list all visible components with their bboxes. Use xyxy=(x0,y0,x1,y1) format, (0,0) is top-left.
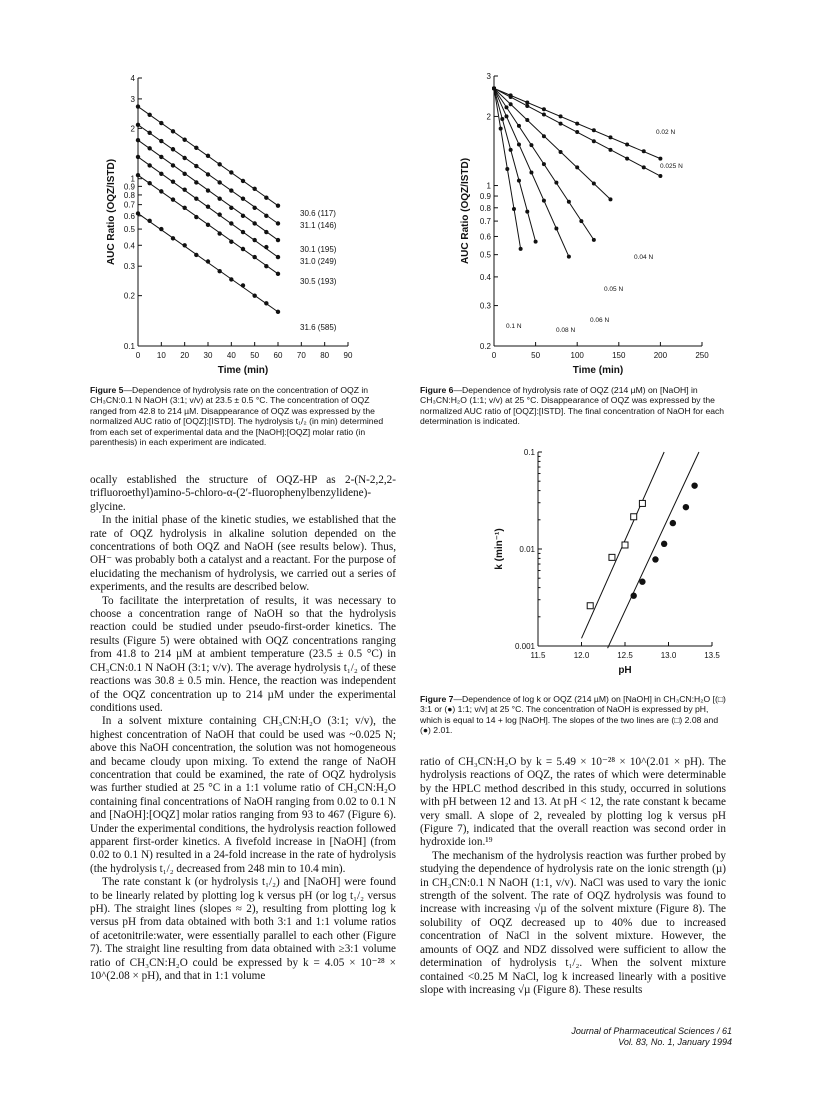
figure-5-caption-text: —Dependence of hydrolysis rate on the concentration of OQZ in CH₃CN:0.1 N NaOH (3:1; v/v) at 23.5 ± 0.5 °C. The concentration of OQZ ranged from 42.8 to 214 µM. Disappearance of OQZ was expressed by the normalized AUC ratio of [OQZ]:[ISTD]. The hydrolysis t₁/₂ (in min) determined from each set of experimental data and the [NaOH]:[OQZ] molar ratio (in parenthesis) in each experiment are indicated. xyxy=(90,385,384,448)
data-point xyxy=(147,219,151,223)
data-point xyxy=(492,86,496,90)
data-point-circle xyxy=(670,520,676,526)
data-point xyxy=(159,121,163,125)
data-point xyxy=(159,155,163,159)
y-tick-label: 0.5 xyxy=(123,225,135,235)
data-point-circle xyxy=(639,579,645,585)
data-point xyxy=(229,170,233,174)
data-point xyxy=(625,157,629,161)
data-point xyxy=(229,277,233,281)
data-point xyxy=(559,114,563,118)
data-point xyxy=(519,247,523,251)
y-tick-label: 1 xyxy=(486,181,491,191)
x-tick-label: 13.5 xyxy=(704,651,720,660)
data-point xyxy=(542,134,546,138)
y-tick-label: 0.6 xyxy=(123,211,135,221)
data-point xyxy=(252,221,256,225)
data-point xyxy=(517,124,521,128)
data-point xyxy=(194,180,198,184)
data-point xyxy=(252,206,256,210)
data-point xyxy=(512,207,516,211)
series-label: 0.06 N xyxy=(590,317,610,324)
y-tick-label: 0.5 xyxy=(479,250,491,260)
data-point xyxy=(229,221,233,225)
data-point xyxy=(241,230,245,234)
data-point-square xyxy=(622,542,628,548)
y-tick-label: 0.1 xyxy=(523,448,535,457)
data-point xyxy=(147,163,151,167)
data-point-circle xyxy=(631,593,637,599)
y-tick-label: 3 xyxy=(486,72,491,81)
data-point xyxy=(509,148,513,152)
data-point xyxy=(217,212,221,216)
x-tick-label: 60 xyxy=(273,351,283,360)
data-point xyxy=(567,200,571,204)
data-point xyxy=(559,122,563,126)
data-point xyxy=(252,187,256,191)
series-label: 30.6 (117) xyxy=(300,209,336,218)
x-tick-label: 150 xyxy=(612,351,626,360)
data-point xyxy=(592,128,596,132)
data-point xyxy=(206,259,210,263)
y-tick-label: 2 xyxy=(486,112,491,122)
data-point xyxy=(159,227,163,231)
data-point xyxy=(579,219,583,223)
data-point xyxy=(229,188,233,192)
data-point xyxy=(206,205,210,209)
figure-5-caption xyxy=(90,385,396,447)
data-point xyxy=(642,149,646,153)
series-label: 31.0 (249) xyxy=(300,257,337,266)
data-point xyxy=(217,269,221,273)
data-point xyxy=(517,179,521,183)
data-point xyxy=(608,148,612,152)
x-tick-label: 13.0 xyxy=(660,651,677,660)
data-point xyxy=(194,164,198,168)
journal-issue: Vol. 83, No. 1, January 1994 xyxy=(618,1037,732,1047)
data-point-circle xyxy=(661,541,667,547)
data-point xyxy=(252,293,256,297)
data-point xyxy=(182,172,186,176)
figure-5-chart xyxy=(94,68,384,380)
series-label: 30.1 (195) xyxy=(300,245,337,254)
y-tick-label: 0.7 xyxy=(479,217,491,227)
data-point xyxy=(264,196,268,200)
data-point xyxy=(194,253,198,257)
data-point xyxy=(171,147,175,151)
y-axis-label: AUC Ratio (OQZ/ISTD) xyxy=(460,157,471,265)
data-point xyxy=(136,155,140,159)
data-point xyxy=(241,179,245,183)
data-point-circle xyxy=(683,504,689,510)
data-point xyxy=(171,179,175,183)
data-point xyxy=(159,172,163,176)
data-point xyxy=(276,238,280,242)
data-point xyxy=(171,236,175,240)
data-point xyxy=(241,196,245,200)
data-point xyxy=(136,138,140,142)
data-point xyxy=(542,112,546,116)
data-point xyxy=(517,142,521,146)
y-tick-label: 0.9 xyxy=(123,182,135,192)
x-axis-label: pH xyxy=(618,665,632,676)
data-point xyxy=(525,118,529,122)
data-point xyxy=(171,163,175,167)
data-point xyxy=(206,154,210,158)
x-axis-label: Time (min) xyxy=(217,365,269,376)
data-point xyxy=(504,114,508,118)
left-column-paragraph: ocally established the structure of OQZ-HP as 2-(N-2,2,2-trifluoroethyl)amino-5-chloro-α-(2′-fluorophenylbenzylidene)-glycine. xyxy=(90,474,396,513)
data-point xyxy=(504,105,508,109)
left-column-paragraph: In the initial phase of the kinetic studies, we established that the rate of OQZ hydrolysis in alkaline solution depended on the concentrations of both OQZ and NaOH (see results below). Thus, OH⁻ was probably both a catalyst and a reactant. For the purpose of elucidating the mechanism of hydrolysis, we carried out a series of experiments, and the results are described below. xyxy=(90,514,396,594)
series-label: 0.04 N xyxy=(634,254,654,261)
x-tick-label: 20 xyxy=(180,351,190,360)
data-point xyxy=(147,131,151,135)
y-tick-label: 0.001 xyxy=(514,642,535,651)
x-tick-label: 10 xyxy=(156,351,166,360)
data-point xyxy=(542,199,546,203)
data-point xyxy=(525,104,529,108)
data-point xyxy=(529,170,533,174)
data-point xyxy=(229,206,233,210)
y-tick-label: 0.7 xyxy=(123,200,135,210)
data-point xyxy=(592,182,596,186)
y-tick-label: 2 xyxy=(130,124,135,134)
data-point xyxy=(658,174,662,178)
series-label: 0.02 N xyxy=(656,129,676,136)
y-tick-label: 0.01 xyxy=(519,545,535,554)
x-tick-label: 90 xyxy=(343,351,353,360)
figure-6-label: Figure 6 xyxy=(420,385,454,395)
data-point xyxy=(182,187,186,191)
data-point xyxy=(182,138,186,142)
y-tick-label: 4 xyxy=(130,74,135,83)
y-tick-label: 0.8 xyxy=(123,190,135,200)
data-point xyxy=(592,139,596,143)
x-tick-label: 50 xyxy=(250,351,260,360)
y-tick-label: 0.2 xyxy=(123,291,135,301)
series-label: 0.05 N xyxy=(604,286,624,293)
data-point-circle xyxy=(652,556,658,562)
data-point xyxy=(509,95,513,99)
fit-line xyxy=(608,452,699,648)
data-point xyxy=(567,255,571,259)
figure-7-caption xyxy=(420,694,726,736)
data-point xyxy=(217,196,221,200)
right-column-paragraph: ratio of CH₃CN:H₂O by k = 5.49 × 10⁻²⁸ × 10^(2.01 × pH). The hydrolysis reactions of OQZ, the rates of which were determinable by the HPLC method described in this study, occurred in solutions with pH between 12 and 13. At pH < 12, the rate constant k became very small. A slope of 2, revealed by plotting log k versus pH (Figure 7), indicated that the overall reaction was second order in hydroxide ion.¹⁹ xyxy=(420,756,726,849)
figure-7-label: Figure 7 xyxy=(420,694,454,704)
figure-6-caption-text: —Dependence of hydrolysis rate of OQZ (214 µM) on [NaOH] in CH₃CN:H₂O (1:1; v/v) at 25 °C. Disappearance of OQZ was expressed by the normalized AUC ratio of [OQZ]:[ISTD]. The final concentration of NaOH for each determination is indicated. xyxy=(420,385,725,427)
x-tick-label: 50 xyxy=(531,351,541,360)
data-point xyxy=(217,162,221,166)
y-tick-label: 3 xyxy=(130,94,135,104)
data-point xyxy=(276,255,280,259)
data-point xyxy=(194,196,198,200)
data-point xyxy=(534,240,538,244)
x-tick-label: 30 xyxy=(203,351,213,360)
data-point xyxy=(559,150,563,154)
data-point-square xyxy=(631,514,637,520)
figure-5-label: Figure 5 xyxy=(90,385,124,395)
y-tick-label: 0.1 xyxy=(123,342,135,351)
data-point xyxy=(194,215,198,219)
data-point-square xyxy=(609,554,615,560)
y-tick-label: 0.2 xyxy=(479,342,491,351)
data-point xyxy=(229,240,233,244)
data-point xyxy=(182,243,186,247)
data-point xyxy=(542,107,546,111)
data-point xyxy=(500,117,504,121)
left-column-paragraph: To facilitate the interpretation of results, it was necessary to choose a concentration range of NaOH so that the hydrolysis reaction could be studied under pseudo-first-order kinetics. The results (Figure 5) were obtained with OQZ concentrations ranging from 41.8 to 214 µM at ambient temperature (23.5 ± 0.5 °C) in CH₃CN:0.1 N NaOH (3:1; v/v). The average hydrolysis t₁/₂ of these reactions was 30.8 ± 0.5 min. Hence, the reaction was independent of the OQZ concentration up to 214 µM under the experimental conditions used. xyxy=(90,594,396,714)
data-point xyxy=(542,162,546,166)
data-point xyxy=(608,197,612,201)
x-tick-label: 11.5 xyxy=(530,651,546,660)
series-label: 0.025 N xyxy=(660,163,683,170)
x-tick-label: 40 xyxy=(226,351,236,360)
x-tick-label: 0 xyxy=(135,351,141,360)
data-point xyxy=(276,272,280,276)
data-point xyxy=(658,157,662,161)
data-point xyxy=(276,221,280,225)
data-point xyxy=(159,189,163,193)
data-point xyxy=(159,139,163,143)
data-point xyxy=(608,135,612,139)
data-point-circle xyxy=(691,482,697,488)
data-point xyxy=(182,206,186,210)
x-tick-label: 250 xyxy=(695,351,709,360)
right-column-paragraph: The mechanism of the hydrolysis reaction was further probed by studying the dependence of hydrolysis rate on the ionic strength (µ) in CH₃CN:0.1 N NaOH (1:1, v/v). NaCl was used to vary the ionic strength of the solvent. The rate of OQZ hydrolysis was found to increase with increasing √µ of the solvent mixture (Figure 8). The solubility of OQZ decreased up to 40% due to increased concentration of NaCl in the solvent mixture. However, the amounts of OQZ and NDZ dissolved were sufficient to allow the determination of hydrolysis t₁/₂. When the solvent mixture contained <0.25 M NaCl, log k increased linearly with a positive slope with increasing √µ (Figure 8). These results xyxy=(420,849,726,996)
y-tick-label: 0.3 xyxy=(123,262,135,272)
data-point xyxy=(252,255,256,259)
data-point xyxy=(592,238,596,242)
data-point-square xyxy=(587,603,593,609)
data-point xyxy=(241,283,245,287)
data-point xyxy=(147,181,151,185)
figure-6-caption xyxy=(420,385,726,427)
x-tick-label: 70 xyxy=(296,351,306,360)
y-tick-label: 0.6 xyxy=(479,232,491,242)
y-tick-label: 0.4 xyxy=(479,272,491,282)
data-point xyxy=(554,181,558,185)
figure-7-caption-text: —Dependence of log k or OQZ (214 µM) on [NaOH] in CH₃CN:H₂O [(□) 3:1 or (●) 1:1; v/v] at 25 °C. The concentration of NaOH is expressed by pH, which is equal to 14 + log [NaOH]. The slopes of the two lines are (□) 2.08 and (●) 2.01. xyxy=(420,694,726,736)
data-point xyxy=(525,210,529,214)
data-point xyxy=(505,167,509,171)
y-axis-label: k (min⁻¹) xyxy=(494,528,505,570)
data-point xyxy=(575,130,579,134)
data-point xyxy=(554,226,558,230)
data-point xyxy=(206,188,210,192)
data-point xyxy=(147,146,151,150)
journal-footer xyxy=(571,1026,732,1048)
data-point xyxy=(575,165,579,169)
data-point xyxy=(136,123,140,127)
data-point xyxy=(264,230,268,234)
left-column-paragraph: In a solvent mixture containing CH₃CN:H₂O (3:1; v/v), the highest concentration of NaOH that could be used was ~0.025 N; above this NaOH concentration, the solution was not homogeneous and became cloudy upon mixing. To extend the range of NaOH concentration that could be examined, the rate of OQZ hydrolysis was further studied at 25 °C in a 1:1 volume ratio of CH₃CN:H₂O containing final concentrations of NaOH ranging from 0.02 to 0.1 N and [NaOH]:[OQZ] molar ratios ranging from 93 to 467 (Figure 6). Under the experimental conditions, the hydrolysis reaction followed apparent first-order kinetics. A fivefold increase in [NaOH] (from 0.02 to 0.1 N) resulted in a 24-fold increase in the rate of hydrolysis (the hydrolysis t₁/₂ decreased from 248 min to 10.4 min). xyxy=(90,715,396,875)
data-point xyxy=(276,203,280,207)
x-axis-label: Time (min) xyxy=(572,365,624,376)
data-point xyxy=(625,142,629,146)
x-tick-label: 200 xyxy=(653,351,668,360)
data-point xyxy=(642,165,646,169)
data-point xyxy=(136,211,140,215)
y-tick-label: 0.9 xyxy=(479,192,491,202)
series-label: 31.1 (146) xyxy=(300,221,337,230)
data-point-square xyxy=(639,500,645,506)
series-line xyxy=(494,88,536,241)
data-point xyxy=(206,172,210,176)
x-tick-label: 0 xyxy=(491,351,497,360)
data-point xyxy=(147,113,151,117)
data-point xyxy=(182,156,186,160)
series-label: 30.5 (193) xyxy=(300,277,337,286)
data-point xyxy=(264,214,268,218)
data-point xyxy=(575,122,579,126)
series-label: 0.1 N xyxy=(506,323,522,330)
data-point xyxy=(264,245,268,249)
data-point xyxy=(509,102,513,106)
data-point xyxy=(206,223,210,227)
data-point xyxy=(276,310,280,314)
data-point xyxy=(194,146,198,150)
x-tick-label: 80 xyxy=(320,351,330,360)
y-tick-label: 0.4 xyxy=(123,241,135,251)
data-point xyxy=(525,100,529,104)
figure-7-chart xyxy=(488,438,728,694)
data-point xyxy=(241,214,245,218)
series-label: 0.08 N xyxy=(556,327,576,334)
series-label: 31.6 (585) xyxy=(300,323,337,332)
data-point xyxy=(241,247,245,251)
y-tick-label: 1 xyxy=(130,174,135,184)
data-point xyxy=(136,104,140,108)
x-tick-label: 12.5 xyxy=(617,651,633,660)
data-point xyxy=(264,301,268,305)
journal-name: Journal of Pharmaceutical Sciences / 61 xyxy=(571,1026,732,1036)
data-point xyxy=(171,197,175,201)
y-tick-label: 0.3 xyxy=(479,301,491,311)
x-tick-label: 100 xyxy=(570,351,584,360)
left-column-text xyxy=(90,474,396,983)
x-tick-label: 12.0 xyxy=(573,651,590,660)
data-point xyxy=(136,173,140,177)
data-point xyxy=(171,129,175,133)
y-tick-label: 0.8 xyxy=(479,203,491,213)
y-axis-label: AUC Ratio (OQZ/ISTD) xyxy=(106,158,117,266)
data-point xyxy=(264,264,268,268)
left-column-paragraph: The rate constant k (or hydrolysis t₁/₂) and [NaOH] were found to be linearly related by plotting log k versus pH (or log t₁/₂ versus pH). The straight lines (slopes ≈ 2), resulting from plotting log k versus pH from data obtained with both 3:1 and 1:1 volume ratios of acetonitrile:water, were essentially parallel to each other (Figure 7). The straight line resulting from data obtained with ≥3:1 volume ratio of CH₃CN:H₂O could be expressed by k = 4.05 × 10⁻²⁸ × 10^(2.08 × pH), and that in 1:1 volume xyxy=(90,876,396,983)
data-point xyxy=(252,238,256,242)
data-point xyxy=(529,143,533,147)
data-point xyxy=(217,231,221,235)
data-point xyxy=(217,180,221,184)
right-column-text xyxy=(420,756,726,997)
figure-6-chart xyxy=(456,68,726,380)
data-point xyxy=(499,127,503,131)
